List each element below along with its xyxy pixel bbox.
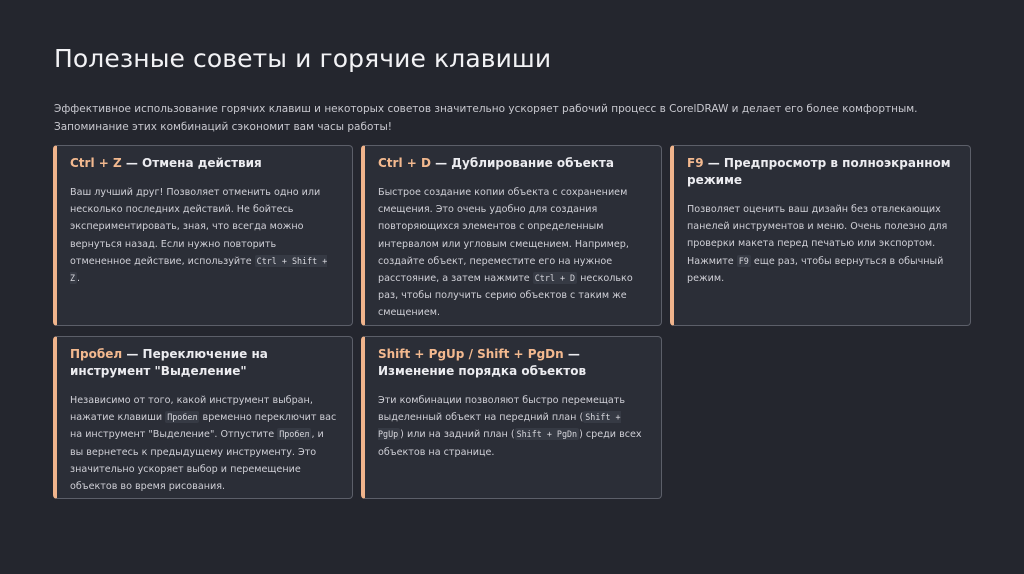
intro-text: Эффективное использование горячих клавиш и некоторых советов значительно ускоряет рабочий процесс в CorelDRAW и делает его более комфортным. Запоминание этих комбинаций сэкономит вам часы работы! — [54, 103, 918, 133]
tip-card-heading — [687, 155, 958, 189]
inline-shortcut: Ctrl + Shift + Z — [70, 255, 328, 284]
shortcut-key: F9 — [687, 156, 704, 170]
tip-card-title: — Изменение порядка объектов — [378, 347, 587, 378]
inline-shortcut: F9 — [738, 255, 749, 266]
tip-card-object-order — [361, 336, 662, 499]
description-text: , и вы вернетесь к предыдущему инструменту. Это значительно ускоряет выбор и перемещение объектов во время рисования. — [70, 429, 324, 493]
tip-card-title: — Дублирование объекта — [430, 156, 614, 170]
tip-card-selection-tool — [53, 336, 353, 499]
description-text: Ваш лучший друг! Позволяет отменить одно или несколько последних действий. Не бойтесь экспериментировать, зная, что всегда можно вернуться назад. Если нужно повторить отмененное действие, используйте — [70, 187, 321, 267]
description-text: Независимо от того, какой инструмент выбран, нажатие клавиши — [70, 395, 313, 424]
tip-card-description — [378, 184, 649, 322]
description-text: Эти комбинации позволяют быстро перемещать выделенный объект на передний план ( — [378, 395, 626, 424]
tip-card-heading — [378, 155, 649, 172]
tip-card-heading — [70, 346, 340, 380]
inline-shortcut: Пробел — [167, 412, 198, 423]
description-text: ) среди всех объектов на странице. — [378, 429, 642, 458]
page-title: Полезные советы и горячие клавиши — [54, 44, 552, 73]
description-text: ) или на задний план ( — [400, 429, 515, 441]
inline-shortcut: Shift + PgUp — [378, 412, 621, 440]
inline-shortcut: Пробел — [279, 429, 310, 440]
tip-card-description — [687, 201, 958, 287]
tip-card-heading — [378, 346, 649, 380]
tip-card-undo — [53, 145, 353, 326]
inline-shortcut: Shift + PgDn — [516, 429, 578, 440]
description-text: Быстрое создание копии объекта с сохранением смещения. Это очень удобно для создания повторяющихся элементов с определенным интервалом или угловым смещением. Например, создайте объект, переместите его на нужное расстояние, а затем нажмите — [378, 187, 629, 285]
tip-card-description — [70, 184, 340, 287]
description-text: временно переключит вас на инструмент "Выделение". Отпустите — [70, 412, 337, 441]
tip-card-duplicate — [361, 145, 662, 326]
shortcut-key: Пробел — [70, 347, 123, 361]
description-text: Позволяет оценить ваш дизайн без отвлекающих панелей инструментов и меню. Очень полезно для проверки макета перед печатью или экспортом. Нажмите — [687, 204, 948, 267]
shortcut-key: Shift + PgUp / Shift + PgDn — [378, 347, 564, 361]
tip-card-description — [378, 392, 649, 461]
tip-card-description — [70, 392, 340, 495]
description-text: еще раз, чтобы вернуться в обычный режим. — [687, 255, 944, 284]
description-text: . — [77, 273, 81, 285]
tip-card-fullscreen-preview — [670, 145, 971, 326]
shortcut-key: Ctrl + Z — [70, 156, 122, 170]
shortcut-key: Ctrl + D — [378, 156, 431, 170]
description-text: несколько раз, чтобы получить серию объектов с таким же смещением. — [378, 273, 633, 319]
inline-shortcut: Ctrl + D — [534, 273, 576, 284]
tip-card-heading — [70, 155, 340, 172]
tip-card-title: — Отмена действия — [121, 156, 262, 170]
tip-card-title: — Предпросмотр в полноэкранном режиме — [687, 156, 951, 187]
tip-card-title: — Переключение на инструмент "Выделение" — [70, 347, 268, 378]
